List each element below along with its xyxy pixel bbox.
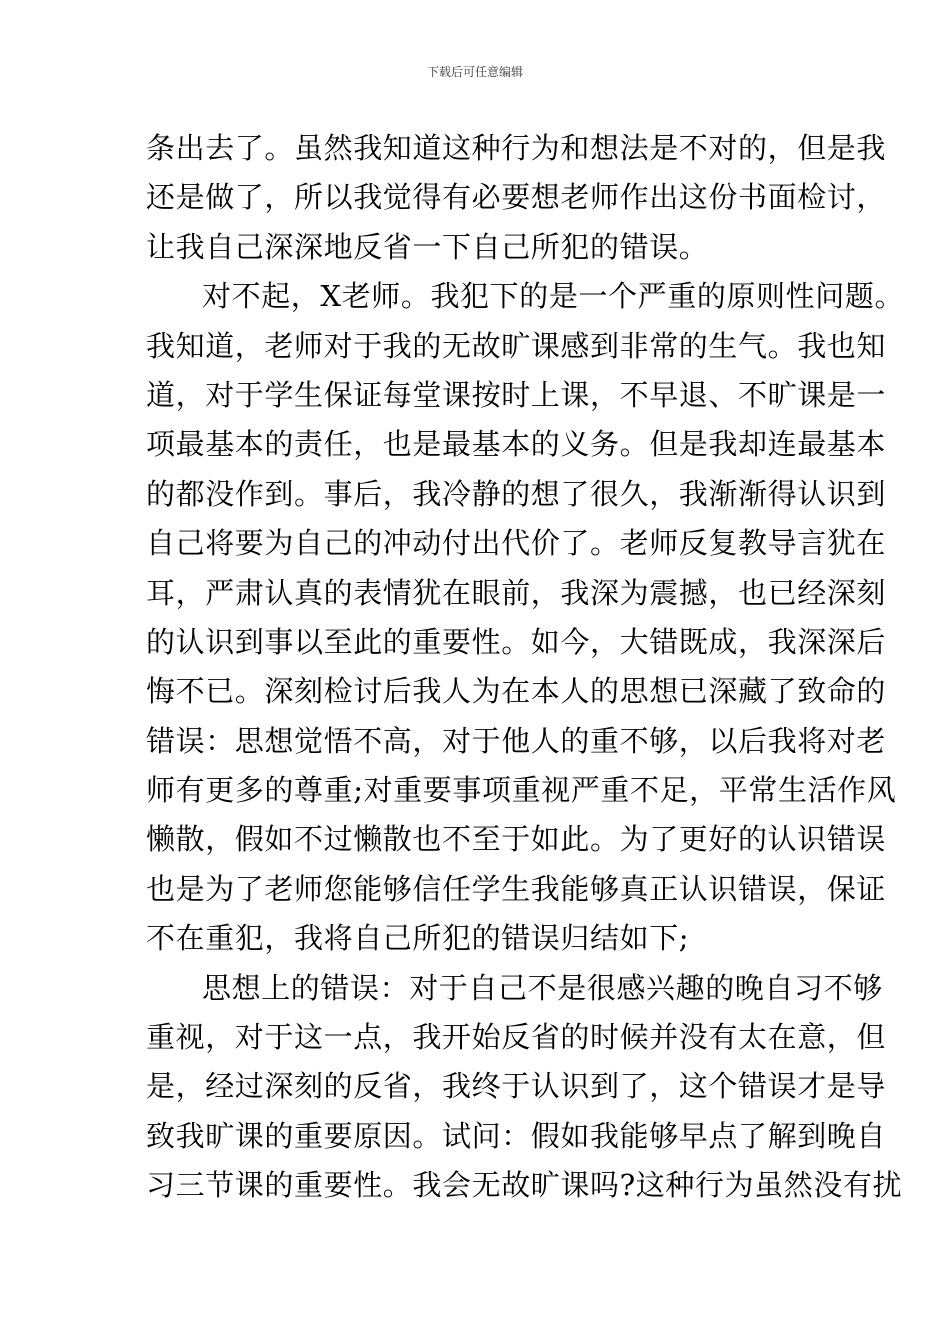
text-line: 也是为了老师您能够信任学生我能够真正认识错误，保证 — [146, 871, 887, 906]
text-line: 耳，严肃认真的表情犹在眼前，我深为震撼，也已经深刻 — [146, 575, 887, 610]
text-line: 重视，对于这一点，我开始反省的时候并没有太在意，但 — [146, 1020, 887, 1055]
text-line: 让我自己深深地反省一下自己所犯的错误。 — [146, 229, 709, 264]
text-line: 项最基本的责任，也是最基本的义务。但是我却连最基本 — [146, 427, 887, 462]
text-line: 道，对于学生保证每堂课按时上课，不早退、不旷课是一 — [146, 377, 887, 412]
text-line: 致我旷课的重要原因。试问：假如我能够早点了解到晚自 — [146, 1118, 887, 1153]
paragraph-1 — [146, 124, 887, 272]
text-line: 自己将要为自己的冲动付出代价了。老师反复教导言犹在 — [146, 526, 887, 561]
paragraph-3 — [146, 964, 903, 1211]
text-line: 对不起，X老师。我犯下的是一个严重的原则性问题。 — [202, 279, 905, 314]
text-line: 悔不已。深刻检讨后我人为在本人的思想已深藏了致命的 — [146, 674, 887, 709]
text-line: 还是做了，所以我觉得有必要想老师作出这份书面检讨， — [146, 180, 887, 215]
paragraph-2 — [146, 272, 905, 963]
text-line: 错误：思想觉悟不高，对于他人的重不够，以后我将对老 — [146, 723, 887, 758]
document-body — [146, 124, 905, 1211]
text-line: 思想上的错误：对于自己不是很感兴趣的晚自习不够 — [202, 970, 883, 1005]
text-line: 是，经过深刻的反省，我终于认识到了，这个错误才是导 — [146, 1069, 887, 1104]
text-line: 的认识到事以至此的重要性。如今，大错既成，我深深后 — [146, 624, 887, 659]
text-line: 懒散，假如不过懒散也不至于如此。为了更好的认识错误 — [146, 822, 887, 857]
text-line: 师有更多的尊重;对重要事项重视严重不足，平常生活作风 — [146, 773, 897, 808]
text-line: 我知道，老师对于我的无故旷课感到非常的生气。我也知 — [146, 328, 887, 363]
page-header: 下载后可任意编辑 — [426, 65, 523, 79]
text-line: 不在重犯，我将自己所犯的错误归结如下; — [146, 921, 690, 956]
text-line: 习三节课的重要性。我会无故旷课吗?这种行为虽然没有扰 — [146, 1168, 903, 1203]
text-line: 的都没作到。事后，我冷静的想了很久，我渐渐得认识到 — [146, 476, 887, 511]
text-line: 条出去了。虽然我知道这种行为和想法是不对的，但是我 — [146, 131, 887, 165]
